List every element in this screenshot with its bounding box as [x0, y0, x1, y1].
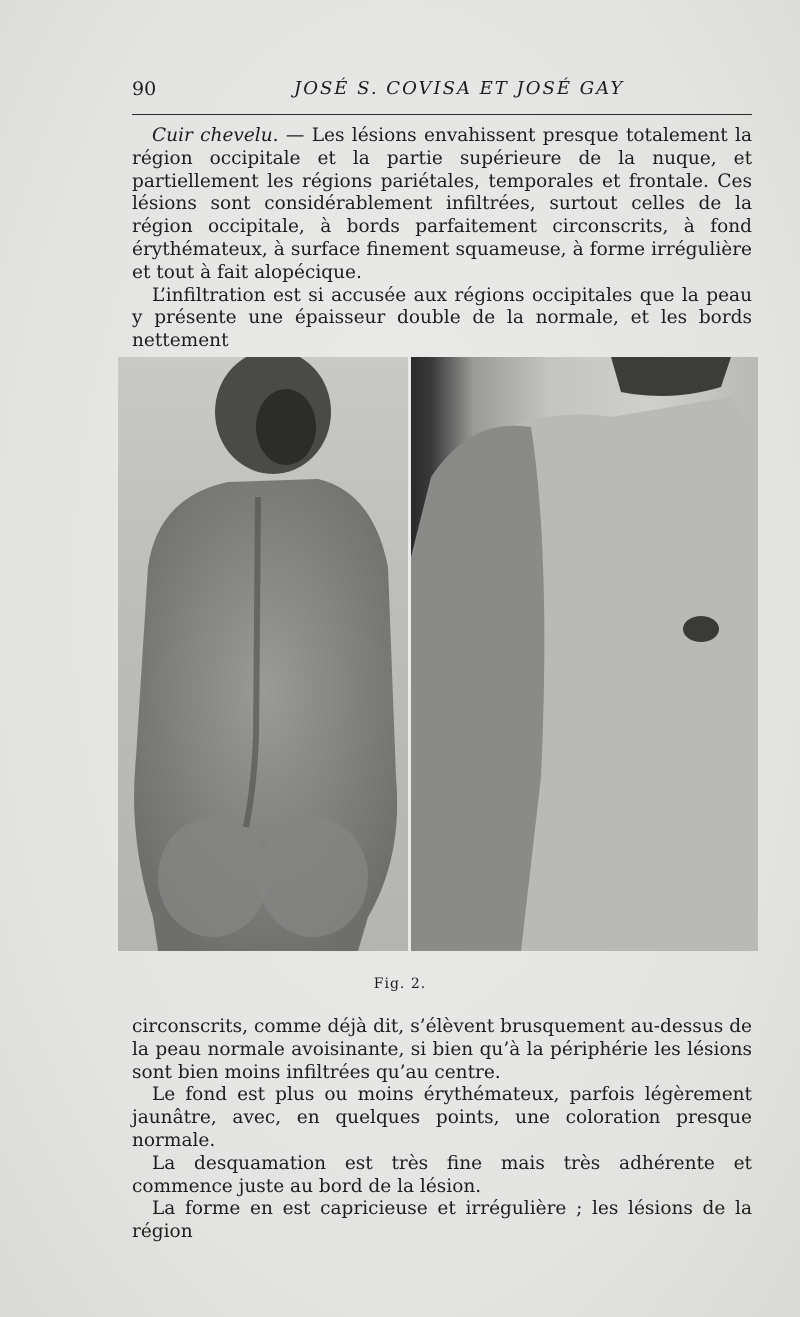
left-buttock — [158, 817, 268, 937]
paragraph-cuir-chevelu — [132, 125, 752, 285]
neck-shadow — [611, 357, 731, 396]
body-text-top — [132, 125, 752, 353]
arm-shadow — [411, 426, 544, 951]
running-head: JOSÉ S. COVISA ET JOSÉ GAY — [294, 78, 625, 99]
paragraph-desquamation: La desquamation est très fine mais très adhérente et commence juste au bord de la lésion. — [132, 1152, 752, 1197]
figure-2 — [118, 357, 758, 953]
back-view-photo — [118, 357, 408, 951]
occipital-lesion — [256, 389, 316, 465]
page-header — [132, 78, 752, 106]
paragraph-continuation: circonscrits, comme déjà dit, s’élèvent brusquement au-dessus de la peau normale avoisinante, si bien qu’à la périphérie les lésions sont bien moins infiltrées qu’au centre. — [132, 1016, 752, 1083]
paragraph-body: — Les lésions envahissent presque totalement la région occipitale et la partie supérieure de la nuque, et partiellement les régions pariétales, temporales et frontale. Ces lésions sont considérablement infiltrées, surtout celles de la région occipitale, à bords parfaitement circonscrits, à fond érythémateux, à surface finement squameuse, à forme irrégulière et tout à fait alopécique. — [132, 125, 752, 283]
right-buttock — [258, 817, 368, 937]
page-number: 90 — [132, 78, 157, 100]
paragraph-lead: Cuir chevelu. — [152, 125, 279, 146]
paragraph-fond: Le fond est plus ou moins érythémateux, parfois légèrement jaunâtre, avec, en quelques points, une coloration presque normale. — [132, 1084, 752, 1151]
header-rule — [132, 114, 752, 115]
chest-side-view-photo — [411, 357, 758, 951]
paragraph-forme: La forme en est capricieuse et irrégulière ; les lésions de la région — [132, 1198, 752, 1243]
chest-illustration — [411, 357, 758, 951]
body-text-bottom — [132, 1016, 752, 1244]
paragraph-infiltration: L’infiltration est si accusée aux régions occipitales que la peau y présente une épaisseur double de la normale, et les bords nettement — [132, 284, 752, 352]
nipple-mark — [683, 616, 719, 642]
back-view-illustration — [118, 357, 408, 951]
figure-caption: Fig. 2. — [373, 976, 427, 992]
